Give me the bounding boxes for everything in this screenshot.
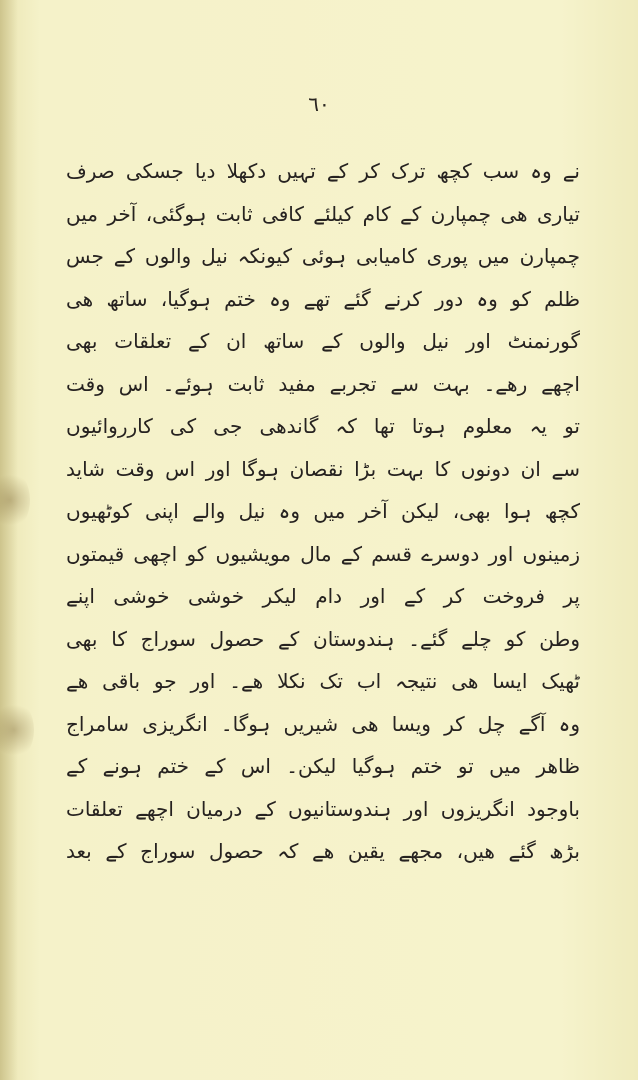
page-number: ٦٠ bbox=[308, 92, 330, 116]
text-line: ظاھر میں تو ختم ہوگیا لیکن۔ اس کے ختم ہونے کے bbox=[66, 754, 580, 778]
text-line: سے ان دونوں کا بہت بڑا نقصان ہوگا اور اس وقت شاید bbox=[66, 456, 580, 481]
text-line: اچھے رھے۔ بہت سے تجربے مفید ثابت ہوئے۔ اس وقت bbox=[66, 371, 580, 396]
text-line: کچھ ہوا بھی، لیکن آخر میں وہ نیل والے اپنی کوٹھیوں bbox=[66, 499, 580, 523]
text-line: بڑھ گئے ھیں، مجھے یقین ھے کہ حصول سوراج کے بعد bbox=[66, 839, 580, 863]
paper-stain bbox=[0, 470, 30, 530]
text-line: ظلم کو وہ دور کرنے گئے تھے وہ ختم ہوگیا، ساتھ ھی bbox=[66, 286, 580, 311]
text-line: تو یہ معلوم ہوتا تھا کہ گاندھی جی کی کارروائیوں bbox=[66, 414, 580, 438]
text-line: باوجود انگریزوں اور ہندوستانیوں کے درمیان اچھے تعلقات bbox=[66, 796, 580, 821]
text-line: نے وہ سب کچھ ترک کر کے تہیں دکھلا دیا جسکی صرف bbox=[66, 159, 580, 183]
text-line: چمپارن میں پوری کامیابی ہوئی کیونکہ نیل والوں کے جس bbox=[66, 244, 580, 268]
text-line: ٹھیک ایسا ھی نتیجہ اب تک نکلا ھے۔ اور جو باقی ھے bbox=[66, 669, 580, 693]
text-line: وطن کو چلے گئے۔ ہندوستان کے حصول سوراج کا بھی bbox=[66, 626, 580, 651]
text-line: گورنمنٹ اور نیل والوں کے ساتھ ان کے تعلقات بھی bbox=[66, 329, 580, 353]
text-line: تیاری ھی چمپارن کے کام کیلئے کافی ثابت ہوگئی، آخر میں bbox=[66, 201, 580, 226]
text-line: وہ آگے چل کر ویسا ھی شیریں ہوگا۔ انگریزی سامراج bbox=[66, 711, 580, 736]
paper-stain bbox=[0, 700, 34, 760]
page-edge-shadow bbox=[0, 0, 18, 1080]
text-line: پر فروخت کر کے اور دام لیکر خوشی خوشی اپنے bbox=[66, 584, 580, 608]
body-text bbox=[66, 150, 580, 873]
text-line: زمینوں اور دوسرے قسم کے مال مویشیوں کو اچھی قیمتوں bbox=[66, 541, 580, 566]
